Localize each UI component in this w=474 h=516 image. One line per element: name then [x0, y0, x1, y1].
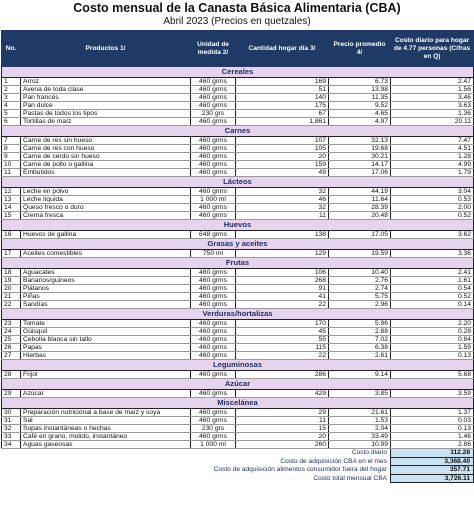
product-name-cell: Arroz [21, 78, 191, 86]
product-name-cell: Papas [21, 344, 191, 352]
product-name-cell: Aguas gaseosas [21, 441, 191, 449]
unit-cell: 460 grms [191, 301, 236, 309]
product-name-cell: Pan francés [21, 94, 191, 102]
item-number-cell: 14 [2, 204, 21, 212]
quantity-cell: 115 [236, 344, 329, 352]
quantity-cell: 51 [236, 86, 329, 94]
price-cell: 2.74 [329, 285, 391, 293]
table-row [2, 196, 474, 204]
item-number-cell: 8 [2, 145, 21, 153]
unit-cell: 460 grms [191, 204, 236, 212]
price-cell: 13.98 [329, 86, 391, 94]
table-row [2, 352, 474, 360]
price-cell: 2.04 [329, 425, 391, 433]
table-row [2, 78, 474, 86]
item-number-cell: 11 [2, 169, 21, 177]
unit-cell: 460 grms [191, 161, 236, 169]
item-number-cell: 9 [2, 153, 21, 161]
item-number-cell: 1 [2, 78, 21, 86]
daily-cost-cell: 3.46 [391, 94, 474, 102]
table-row [2, 371, 474, 379]
product-name-cell: Sandías [21, 301, 191, 309]
header-cell-quantity: Cantidad hogar día 3/ [236, 31, 329, 67]
product-name-cell: Plátanos [21, 285, 191, 293]
product-name-cell: Huevos de gallina [21, 231, 191, 239]
header-cell-daily-cost: Costo diario para hogar de 4.77 personas (Cifras en Q) [391, 31, 474, 67]
quantity-cell: 15 [236, 425, 329, 433]
price-cell: 32.13 [329, 137, 391, 145]
product-name-cell: Carne de res sin hueso [21, 137, 191, 145]
item-number-cell: 25 [2, 336, 21, 344]
table-row [2, 161, 474, 169]
price-cell: 17.05 [329, 231, 391, 239]
daily-cost-cell: 20.11 [391, 118, 474, 126]
daily-cost-cell: 0.52 [391, 212, 474, 220]
unit-cell: 648 grms [191, 231, 236, 239]
unit-cell: 460 grms [191, 409, 236, 417]
unit-cell: 460 grms [191, 433, 236, 441]
product-name-cell: Café en grano, molido, instantáneo [21, 433, 191, 441]
quantity-cell: 11 [236, 212, 329, 220]
quantity-cell: 268 [236, 277, 329, 285]
price-cell: 10.40 [329, 269, 391, 277]
product-name-cell: Frijol [21, 371, 191, 379]
product-name-cell: Queso fresco o duro [21, 204, 191, 212]
table-row [2, 269, 474, 277]
price-cell: 44.19 [329, 188, 391, 196]
category-row [2, 398, 474, 409]
product-name-cell: Crema fresca [21, 212, 191, 220]
daily-cost-cell: 7.47 [391, 137, 474, 145]
table-row [2, 212, 474, 220]
item-number-cell: 31 [2, 417, 21, 425]
quantity-cell: 45 [236, 328, 329, 336]
table-row [2, 94, 474, 102]
quantity-cell: 286 [236, 371, 329, 379]
item-number-cell: 26 [2, 344, 21, 352]
category-label: Leguminosas [2, 360, 474, 371]
quantity-cell: 67 [236, 110, 329, 118]
total-value: 357.71 [391, 466, 474, 475]
table-row [2, 153, 474, 161]
unit-cell: 1 000 ml [191, 441, 236, 449]
unit-cell: 460 grms [191, 328, 236, 336]
total-value: 112.28 [391, 449, 474, 458]
price-cell: 3.85 [329, 390, 391, 398]
quantity-cell: 159 [236, 161, 329, 169]
total-label: Costo total mensual CBA [313, 474, 387, 482]
table-row [2, 137, 474, 145]
product-name-cell: Bananos/guineos [21, 277, 191, 285]
quantity-cell: 107 [236, 137, 329, 145]
item-number-cell: 24 [2, 328, 21, 336]
unit-cell: 460 grms [191, 417, 236, 425]
item-number-cell: 15 [2, 212, 21, 220]
quantity-cell: 260 [236, 441, 329, 449]
price-cell: 10.99 [329, 441, 391, 449]
price-cell: 2.96 [329, 301, 391, 309]
item-number-cell: 28 [2, 371, 21, 379]
unit-cell: 460 grms [191, 102, 236, 110]
category-row [2, 258, 474, 269]
price-cell: 20.48 [329, 212, 391, 220]
item-number-cell: 13 [2, 196, 21, 204]
daily-cost-cell: 0.84 [391, 336, 474, 344]
table-row [2, 417, 474, 425]
table-row [2, 320, 474, 328]
product-name-cell: Aceites comestibles [21, 250, 191, 258]
unit-cell: 460 grms [191, 344, 236, 352]
item-number-cell: 30 [2, 409, 21, 417]
unit-cell: 460 grms [191, 94, 236, 102]
daily-cost-cell: 2.20 [391, 320, 474, 328]
header-row [2, 31, 474, 67]
product-name-cell: Leche en polvo [21, 188, 191, 196]
product-name-cell: Aguacates [21, 269, 191, 277]
daily-cost-cell: 2.00 [391, 204, 474, 212]
daily-cost-cell: 0.14 [391, 301, 474, 309]
unit-cell: 460 grms [191, 352, 236, 360]
daily-cost-cell: 0.53 [391, 196, 474, 204]
product-name-cell: Preparación nutricional a base de maíz y soya [21, 409, 191, 417]
unit-cell: 230 grs [191, 110, 236, 118]
table-row [2, 169, 474, 177]
unit-cell: 460 grms [191, 293, 236, 301]
item-number-cell: 3 [2, 94, 21, 102]
category-row [2, 220, 474, 231]
quantity-cell: 129 [236, 250, 329, 258]
header-cell-unit: Unidad de medida 2/ [191, 31, 236, 67]
unit-cell: 460 grms [191, 188, 236, 196]
table-row [2, 188, 474, 196]
table-row [2, 145, 474, 153]
category-row [2, 177, 474, 188]
table-row [2, 277, 474, 285]
table-row [2, 301, 474, 309]
product-name-cell: Carne de cerdo sin hueso [21, 153, 191, 161]
price-cell: 6.38 [329, 344, 391, 352]
daily-cost-cell: 2.41 [391, 269, 474, 277]
category-label: Verduras/hortalizas [2, 309, 474, 320]
quantity-cell: 20 [236, 153, 329, 161]
category-row [2, 379, 474, 390]
unit-cell: 460 grms [191, 320, 236, 328]
price-cell: 9.14 [329, 371, 391, 379]
quantity-cell: 175 [236, 102, 329, 110]
daily-cost-cell: 1.79 [391, 169, 474, 177]
price-cell: 28.39 [329, 204, 391, 212]
quantity-cell: 91 [236, 285, 329, 293]
price-cell: 1.53 [329, 417, 391, 425]
table-row [2, 433, 474, 441]
category-row [2, 67, 474, 78]
unit-cell: 1 000 ml [191, 196, 236, 204]
table-row [2, 285, 474, 293]
daily-cost-cell: 0.54 [391, 285, 474, 293]
unit-cell: 230 grs [191, 425, 236, 433]
unit-cell: 460 grms [191, 169, 236, 177]
quantity-cell: 170 [236, 320, 329, 328]
product-name-cell: Sal [21, 417, 191, 425]
price-cell: 2.88 [329, 328, 391, 336]
item-number-cell: 29 [2, 390, 21, 398]
price-cell: 4.97 [329, 118, 391, 126]
unit-cell: 460 grms [191, 86, 236, 94]
quantity-cell: 49 [236, 169, 329, 177]
price-cell: 9.52 [329, 102, 391, 110]
product-name-cell: Azúcar [21, 390, 191, 398]
header-cell-no: No. [2, 31, 21, 67]
daily-cost-cell: 0.28 [391, 328, 474, 336]
daily-cost-cell: 0.52 [391, 293, 474, 301]
price-cell: 6.73 [329, 78, 391, 86]
price-cell: 7.02 [329, 336, 391, 344]
daily-cost-cell: 4.99 [391, 161, 474, 169]
product-name-cell: Tomate [21, 320, 191, 328]
daily-cost-cell: 3.04 [391, 188, 474, 196]
unit-cell: 460 grms [191, 212, 236, 220]
item-number-cell: 10 [2, 161, 21, 169]
table-row [2, 425, 474, 433]
product-name-cell: Hierbas [21, 352, 191, 360]
product-name-cell: Carne de res con hueso [21, 145, 191, 153]
category-label: Miscelánea [2, 398, 474, 409]
item-number-cell: 19 [2, 277, 21, 285]
table-row [2, 336, 474, 344]
daily-cost-cell: 1.28 [391, 153, 474, 161]
price-cell: 2.61 [329, 352, 391, 360]
item-number-cell: 16 [2, 231, 21, 239]
quantity-cell: 20 [236, 433, 329, 441]
product-name-cell: Güisquil [21, 328, 191, 336]
unit-cell: 750 ml [191, 250, 236, 258]
quantity-cell: 55 [236, 336, 329, 344]
table-row [2, 204, 474, 212]
price-cell: 21.61 [329, 409, 391, 417]
category-label: Cereales [2, 67, 474, 78]
quantity-cell: 429 [236, 390, 329, 398]
item-number-cell: 34 [2, 441, 21, 449]
price-cell: 2.76 [329, 277, 391, 285]
price-cell: 19.68 [329, 145, 391, 153]
total-value: 3,368.40 [391, 457, 474, 466]
item-number-cell: 32 [2, 425, 21, 433]
price-cell: 5.96 [329, 320, 391, 328]
unit-cell: 460 grms [191, 371, 236, 379]
unit-cell: 460 grms [191, 336, 236, 344]
item-number-cell: 12 [2, 188, 21, 196]
total-label: Costo diario [351, 449, 387, 457]
total-row [2, 466, 474, 475]
unit-cell: 460 grms [191, 137, 236, 145]
total-label: Costo de adquisición alimentos consumidor fuera del hogar [213, 466, 387, 473]
item-number-cell: 7 [2, 137, 21, 145]
product-name-cell: Cebolla blanca sin tallo [21, 336, 191, 344]
daily-cost-cell: 0.03 [391, 417, 474, 425]
unit-cell: 460 grms [191, 78, 236, 86]
unit-cell: 460 grms [191, 118, 236, 126]
item-number-cell: 17 [2, 250, 21, 258]
quantity-cell: 32 [236, 204, 329, 212]
price-cell: 33.49 [329, 433, 391, 441]
category-row [2, 126, 474, 137]
total-value: 3,726.11 [391, 474, 474, 483]
table-row [2, 231, 474, 239]
table-row [2, 118, 474, 126]
table-row [2, 102, 474, 110]
table-row [2, 328, 474, 336]
category-label: Carnes [2, 126, 474, 137]
quantity-cell: 140 [236, 94, 329, 102]
item-number-cell: 27 [2, 352, 21, 360]
item-number-cell: 4 [2, 102, 21, 110]
unit-cell: 460 grms [191, 145, 236, 153]
table-row [2, 86, 474, 94]
price-cell: 4.65 [329, 110, 391, 118]
daily-cost-cell: 2.47 [391, 78, 474, 86]
table-row [2, 441, 474, 449]
table-row [2, 390, 474, 398]
product-name-cell: Tortillas de maíz [21, 118, 191, 126]
quantity-cell: 169 [236, 78, 329, 86]
category-label: Huevos [2, 220, 474, 231]
quantity-cell: 41 [236, 293, 329, 301]
table-row [2, 409, 474, 417]
item-number-cell: 18 [2, 269, 21, 277]
daily-cost-cell: 2.86 [391, 441, 474, 449]
header-cell-products: Productos 1/ [21, 31, 191, 67]
header-cell-price: Precio promedio 4/ [329, 31, 391, 67]
unit-cell: 460 grms [191, 390, 236, 398]
product-name-cell: Leche líquida [21, 196, 191, 204]
quantity-cell: 1,861 [236, 118, 329, 126]
daily-cost-cell: 1.59 [391, 344, 474, 352]
category-row [2, 309, 474, 320]
item-number-cell: 5 [2, 110, 21, 118]
daily-cost-cell: 1.36 [391, 110, 474, 118]
total-row [2, 457, 474, 466]
daily-cost-cell: 3.62 [391, 231, 474, 239]
price-cell: 17.06 [329, 169, 391, 177]
unit-cell: 460 grms [191, 277, 236, 285]
item-number-cell: 2 [2, 86, 21, 94]
daily-cost-cell: 0.13 [391, 425, 474, 433]
unit-cell: 460 grms [191, 153, 236, 161]
table-row [2, 110, 474, 118]
unit-cell: 460 grms [191, 269, 236, 277]
quantity-cell: 22 [236, 352, 329, 360]
price-cell: 19.59 [329, 250, 391, 258]
daily-cost-cell: 1.61 [391, 277, 474, 285]
unit-cell: 460 grms [191, 285, 236, 293]
daily-cost-cell: 4.51 [391, 145, 474, 153]
product-name-cell: Piñas [21, 293, 191, 301]
cba-table [1, 30, 474, 483]
product-name-cell: Pan dulce [21, 102, 191, 110]
daily-cost-cell: 3.63 [391, 102, 474, 110]
quantity-cell: 32 [236, 188, 329, 196]
item-number-cell: 6 [2, 118, 21, 126]
price-cell: 5.75 [329, 293, 391, 301]
daily-cost-cell: 3.59 [391, 390, 474, 398]
item-number-cell: 21 [2, 293, 21, 301]
page-title: Costo mensual de la Canasta Básica Alimentaria (CBA) [73, 1, 401, 15]
table-row [2, 344, 474, 352]
quantity-cell: 11 [236, 417, 329, 425]
category-label: Azúcar [2, 379, 474, 390]
table-row [2, 293, 474, 301]
total-row [2, 449, 474, 458]
quantity-cell: 106 [236, 269, 329, 277]
daily-cost-cell: 1.37 [391, 409, 474, 417]
total-row [2, 474, 474, 483]
category-label: Lácteos [2, 177, 474, 188]
price-cell: 30.21 [329, 153, 391, 161]
daily-cost-cell: 3.36 [391, 250, 474, 258]
product-name-cell: Sopas instantáneas o hechas [21, 425, 191, 433]
product-name-cell: Carne de pollo o gallina [21, 161, 191, 169]
product-name-cell: Avena de toda clase [21, 86, 191, 94]
quantity-cell: 22 [236, 301, 329, 309]
price-cell: 14.17 [329, 161, 391, 169]
price-cell: 11.35 [329, 94, 391, 102]
item-number-cell: 22 [2, 301, 21, 309]
category-row [2, 360, 474, 371]
category-label: Grasas y aceites [2, 239, 474, 250]
category-row [2, 239, 474, 250]
item-number-cell: 23 [2, 320, 21, 328]
price-cell: 11.64 [329, 196, 391, 204]
daily-cost-cell: 1.56 [391, 86, 474, 94]
daily-cost-cell: 5.68 [391, 371, 474, 379]
product-name-cell: Embutidos [21, 169, 191, 177]
quantity-cell: 138 [236, 231, 329, 239]
quantity-cell: 105 [236, 145, 329, 153]
daily-cost-cell: 0.13 [391, 352, 474, 360]
total-label: Costo de adquisición CBA en el mes [280, 457, 387, 465]
daily-cost-cell: 1.46 [391, 433, 474, 441]
page-subtitle: Abril 2023 (Precios en quetzales) [163, 16, 311, 27]
item-number-cell: 33 [2, 433, 21, 441]
item-number-cell: 20 [2, 285, 21, 293]
product-name-cell: Pastas de todos los tipos [21, 110, 191, 118]
category-label: Frutas [2, 258, 474, 269]
quantity-cell: 46 [236, 196, 329, 204]
quantity-cell: 29 [236, 409, 329, 417]
table-row [2, 250, 474, 258]
